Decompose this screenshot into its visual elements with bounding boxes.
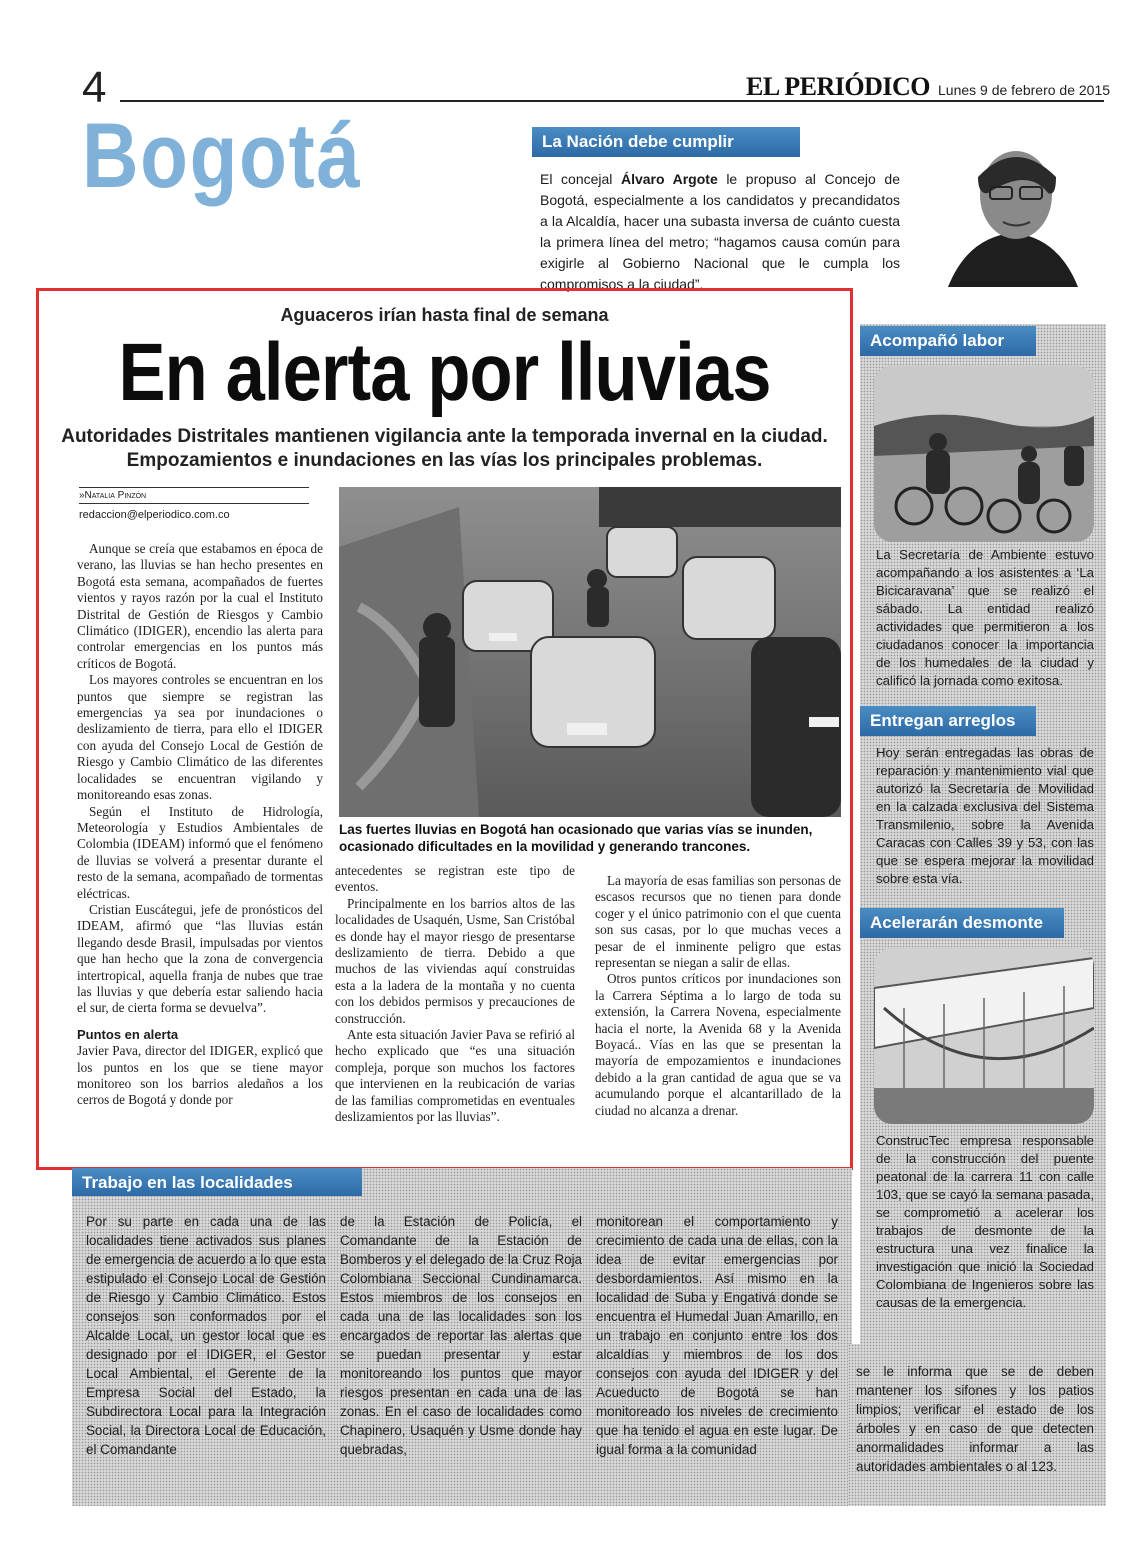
masthead: EL PERIÓDICO bbox=[746, 72, 930, 101]
acompano-text: La Secretaría de Ambiente estuvo acompañando a los asistentes a ‘La Bicicaravana’ que se realizó el sábado. La entidad realizó actividades que permitieron a los ciudadanos conocer la importancia de los humedales de la ciudad y calificó la jornada como exitosa. bbox=[876, 547, 1094, 688]
section-title: Bogotá bbox=[82, 105, 362, 207]
nacion-brief bbox=[532, 127, 1104, 293]
nacion-title: La Nación debe cumplir bbox=[532, 127, 800, 157]
desmonte-title: Acelerarán desmonte bbox=[860, 908, 1064, 938]
cyclists-image bbox=[874, 366, 1094, 542]
article-byline: »Natalia Pinzón bbox=[79, 487, 309, 504]
puntos-subtitle: Puntos en alerta bbox=[77, 1026, 179, 1042]
photo-caption: Las fuertes lluvias en Bogotá han ocasionado que varias vías se inunden, ocasionado dificultades en la movilidad y generando trancones. bbox=[339, 822, 813, 854]
trabajo-column-3: monitorean el comportamiento y crecimiento de cada una de ellas, con la idea de evitar emergencias por desbordamientos. Así mismo en la localidad de Suba y Engativá donde se encuentra el Humedal Juan Amarillo, en un trabajo en conjunto entre los dos alcaldías y miembros de los dos consejos con ayuda del IDIGER y del Acueducto de Bogotá se han monitoreado los niveles de crecimiento que ha tenido el agua en este lugar. De igual forma a la comunidad bbox=[596, 1214, 838, 1457]
paragraph: Según el Instituto de Hidrología, Meteorología y Estudios Ambientales de Colombia (IDEAM) informó que el fenómeno de lluvias se volverá a presentar durante el resto de la semana, acompañado de tormentas eléctricas. bbox=[77, 803, 323, 901]
subhead-line-1: Autoridades Distritales mantienen vigilancia ante la temporada invernal en la ciudad. bbox=[61, 426, 828, 447]
trabajo-box bbox=[72, 1168, 852, 1506]
article-subhead bbox=[39, 425, 850, 473]
article-column-2 bbox=[335, 863, 575, 1126]
trabajo-column-2: de la Estación de Policía, el Comandante de la Estación de Bomberos y el delegado de la Cruz Roja Colombiana Seccional Cundinamarca. Estos miembros de los consejos en cada una de las localidades son los encargados de reportar las alertas que se puedan presentar y estar monitoreando los puntos que mayor riesgos presentan en cada una de las zonas. En el caso de localidades como Chapinero, Usaquén y Usme donde hay quebradas, bbox=[340, 1214, 582, 1457]
header-rule-right bbox=[928, 100, 1104, 102]
paragraph: Javier Pava, director del IDIGER, explicó que los puntos en los que se tiene mayor monitoreo son los barrios aledaños a los cerros de Bogotá y donde por bbox=[77, 1043, 323, 1108]
paragraph: Principalmente en los barrios altos de las localidades de Usaquén, Usme, San Cristóbal es donde hay el mayor riesgo de presentarse deslizamiento de tierra. Debido a que muchos de las viviendas aquí construidas esta a la ladera de la montaña y no cuenta con los debidos permisos y precauciones de construcción. bbox=[335, 895, 575, 1026]
article-column-1 bbox=[77, 541, 323, 1109]
trabajo-column-1: Por su parte en cada una de las localidades tiene activados sus planes de emergencia de acuerdo a lo que esta estipulado el Consejo Local de Gestión de Riesgo y Cambio Climático. Estos consejos son conformados por el Alcalde Local, un gestor local que es designado por el IDIGER, el Gestor Local Ambiental, el Gerente de la Empresa Social del Estado, la Subdirectora Local para la Integración Social, la Directora Local de Educación, el Comandante bbox=[86, 1214, 326, 1457]
councilman-portrait-image bbox=[928, 137, 1098, 287]
acompano-title: Acompañó labor bbox=[860, 326, 1036, 356]
main-article bbox=[36, 288, 853, 1170]
subhead-line-2: Empozamientos e inundaciones en las vías los principales problemas. bbox=[126, 450, 763, 471]
paragraph: Otros puntos críticos por inundaciones son la Carrera Séptima a lo largo de toda su extensión, la Carrera Novena, especialmente hacia el norte, la Avenida 68 y la Avenida Boyacá.. Vías en las que se presentan la mayoría de empozamientos e inundaciones debido a la gran cantidad de agua que se va acumulando porque el alcantarillado de la ciudad no alcanza a drenar. bbox=[595, 971, 841, 1118]
paragraph: Aunque se creía que estabamos en época de verano, las lluvias se han hecho presentes en Bogotá esta semana, acompañados de fuertes vientos y rayos razón por la cual el Instituto Distrital de Gestión de Riesgos y Cambio Climático (IDIGER), encendio las alerta para controlar emergencias en los puntos más críticos de Bogotá. bbox=[77, 541, 323, 671]
trabajo-column-4: se le informa que se de deben mantener los sifones y los patios limpios; verificar el estado de los árboles y en caso de que detecten anormalidades informar a las autoridades ambientales o al 123. bbox=[856, 1364, 1094, 1474]
nacion-councilman-name: Álvaro Argote bbox=[620, 171, 718, 187]
article-kicker: Aguaceros irían hasta final de semana bbox=[280, 305, 609, 325]
page-number: 4 bbox=[82, 63, 107, 112]
arreglos-section bbox=[860, 706, 1106, 736]
arreglos-title: Entregan arreglos bbox=[860, 706, 1036, 736]
desmonte-section bbox=[860, 908, 1106, 938]
paragraph: antecedentes se registran este tipo de eventos. bbox=[335, 863, 575, 895]
nacion-text-start: El concejal bbox=[540, 171, 621, 187]
paragraph: Cristian Euscátegui, jefe de pronósticos del IDEAM, afirmó que “las lluvias están llegando desde Brasil, impulsadas por vientos que han hecho que la zona de convergencia intertropical, aquella franja de nubes que trae las lluvias y que debería estar saliendo hacia el sur, de cierta forma se devuelva”. bbox=[77, 901, 323, 1016]
issue-date: Lunes 9 de febrero de 2015 bbox=[938, 82, 1111, 98]
article-email: redaccion@elperiodico.com.co bbox=[79, 509, 230, 521]
nacion-text-end: le propuso al Concejo de Bogotá, especialmente a los candidatos y precandidatos a la Alcaldía, hacer una subasta inversa de cuánto cuesta la primera línea del metro; “hagamos causa común para exigirle al Gobierno Nacional que le cumpla los compromisos a la ciudad”. bbox=[540, 171, 900, 292]
trabajo-title: Trabajo en las localidades bbox=[72, 1168, 362, 1196]
arreglos-text: Hoy serán entregadas las obras de reparación y mantenimiento vial que autorizó la Secretaría de Movilidad en la calzada exclusiva del Sistema Transmilenio, sobre la Avenida Caracas con Calles 39 y 53, con las que se espera mejorar la movilidad sobre esta vía. bbox=[876, 745, 1094, 886]
acompano-section bbox=[860, 326, 1106, 356]
paragraph: Ante esta situación Javier Pava se refirió al hecho explicado que “es una situación compleja, porque son muchos los factores que intervienen en la reubicación de varias de las familias comprometidas en eventuales deslizamientos por las lluvias”. bbox=[335, 1027, 575, 1125]
article-headline: En alerta por lluvias bbox=[118, 327, 771, 418]
rainy-street-image bbox=[339, 487, 841, 817]
bridge-photo bbox=[874, 948, 1094, 1124]
nacion-text bbox=[540, 169, 900, 295]
paragraph: La mayoría de esas familias son personas de escasos recursos que no tienen para donde coger y el único patrimonio con el que cuenta son sus casas, por lo que muchas veces a pesar de el inminente peligro que estas representan se niegan a salir de ellas. bbox=[595, 873, 842, 971]
news-sidebar bbox=[860, 324, 1106, 1502]
desmonte-text: ConstrucTec empresa responsable de la construcción del puente peatonal de la carrera 11 con calle 103, que se cayó la semana pasada, se comprometió a acelerar los trabajos de desmonte de la estructura una vez finalice la investigación que inició la Sociedad Colombiana de Ingenieros sobre las causas de la emergencia. bbox=[876, 1133, 1094, 1310]
bicicaravana-photo bbox=[874, 366, 1094, 542]
collapsed-bridge-image bbox=[874, 948, 1094, 1124]
trabajo-column-4-box bbox=[848, 1344, 1106, 1506]
traffic-rain-photo bbox=[339, 487, 841, 817]
article-column-3 bbox=[595, 873, 841, 1119]
councilman-photo bbox=[928, 137, 1098, 287]
paragraph: Los mayores controles se encuentran en los puntos que siempre se registran las emergencias ya sea por inundaciones o deslizamiento de tierra, para ello el IDIGER con ayuda del Consejo Local de Gestión de Riesgo y Cambio Climático de las diferentes localidades se encuentran vigilando y monitoreando esas zonas. bbox=[77, 672, 323, 803]
